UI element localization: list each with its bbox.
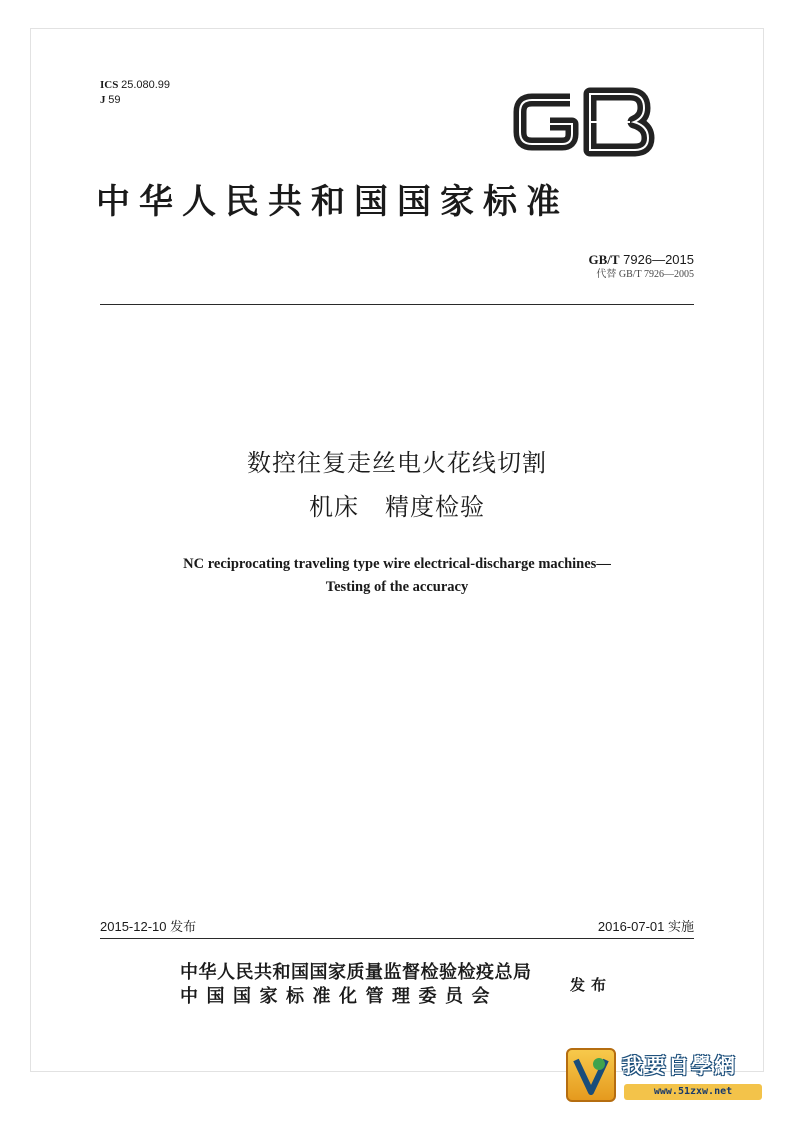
title-en-line2: Testing of the accuracy — [325, 579, 469, 595]
site-watermark — [566, 1048, 766, 1104]
replaces-standard: 代替 GB/T 7926—2005 — [596, 269, 694, 280]
title-zh-line2: 机床 精度检验 — [309, 493, 485, 521]
standard-type-heading: 中华人民共和国国家标准 — [96, 182, 569, 222]
implementation-date: 2016-07-01 实施 — [597, 919, 694, 934]
standard-number: GB/T 7926—2015 — [588, 252, 694, 267]
issuer-line2: 中国国家标准化管理委员会 — [180, 986, 498, 1007]
issuer-line1: 中华人民共和国国家质量监督检验检疫总局 — [180, 962, 532, 983]
watermark-text: 我要自學網 — [622, 1054, 737, 1078]
watermark-url: www.51zxw.net — [624, 1084, 762, 1100]
watermark-badge-icon — [566, 1048, 616, 1102]
gb-logo — [510, 86, 658, 158]
title-zh-line1: 数控往复走丝电火花线切割 — [247, 449, 547, 477]
issue-date: 2015-12-10 发布 — [100, 919, 197, 934]
ccs-code: J 59 — [100, 94, 121, 106]
issue-action-label: 发布 — [570, 976, 613, 994]
ics-code: ICS 25.080.99 — [100, 79, 171, 91]
title-en-line1: NC reciprocating traveling type wire electrical-discharge machines— — [183, 556, 611, 572]
header-divider — [100, 304, 694, 305]
classification-codes — [100, 78, 170, 108]
footer-divider — [100, 938, 694, 939]
